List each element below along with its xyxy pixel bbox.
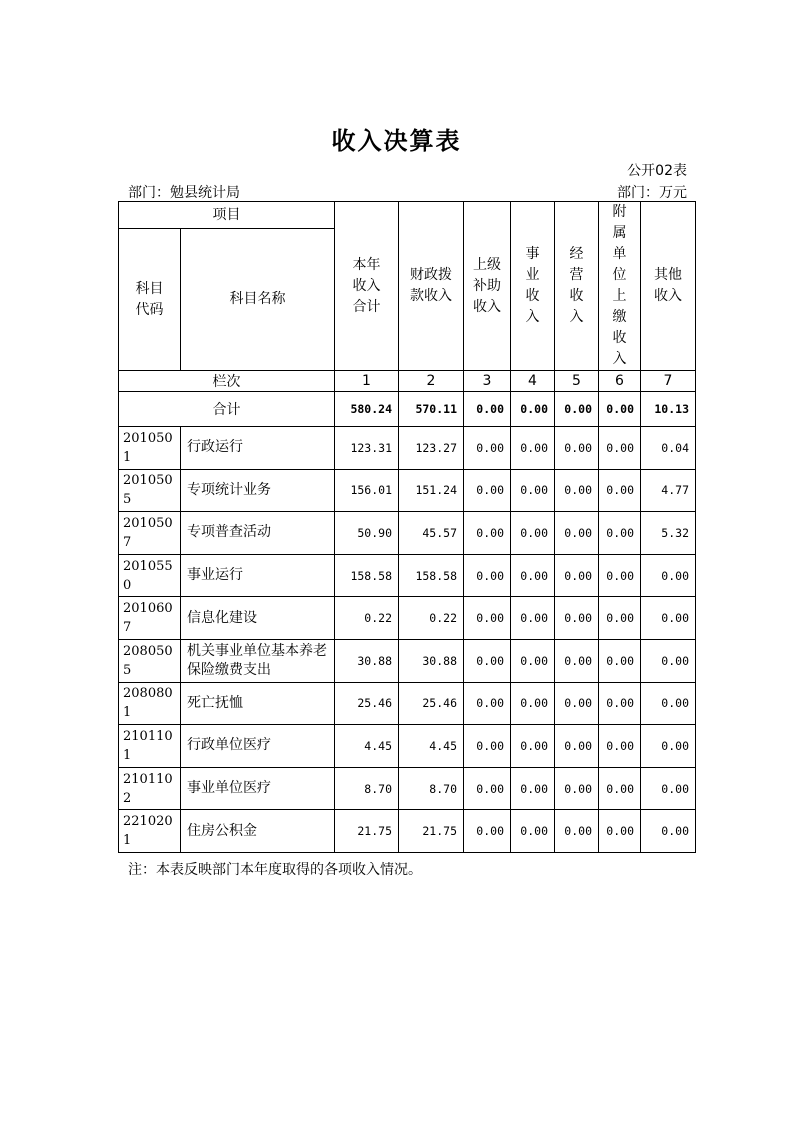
subject-name: 机关事业单位基本养老保险缴费支出 — [181, 639, 335, 682]
index-row — [119, 371, 696, 392]
amount-cell: 0.00 — [641, 597, 696, 640]
amount-cell: 0.00 — [511, 767, 555, 810]
amount-cell: 0.00 — [641, 725, 696, 768]
amount-cell: 0.00 — [599, 725, 641, 768]
amount-cell: 0.00 — [464, 469, 511, 512]
subject-name: 专项统计业务 — [181, 469, 335, 512]
form-code: 公开02表 — [627, 163, 687, 179]
amount-cell: 0.04 — [641, 427, 696, 470]
amount-cell: 0.00 — [464, 725, 511, 768]
subject-code: 2010607 — [119, 597, 181, 640]
amount-cell: 4.77 — [641, 469, 696, 512]
amount-cell: 0.00 — [555, 597, 599, 640]
subject-name: 事业运行 — [181, 554, 335, 597]
amount-cell: 0.00 — [555, 682, 599, 725]
subject-name: 信息化建设 — [181, 597, 335, 640]
amount-cell: 158.58 — [399, 554, 464, 597]
total-cell: 0.00 — [464, 392, 511, 427]
department-label: 部门：勉县统计局 — [128, 185, 240, 201]
amount-cell: 0.00 — [599, 554, 641, 597]
table-row — [119, 682, 696, 725]
table-row — [119, 469, 696, 512]
amount-cell: 0.00 — [599, 427, 641, 470]
amount-cell: 0.00 — [511, 639, 555, 682]
amount-cell: 30.88 — [335, 639, 399, 682]
subject-code: 2010501 — [119, 427, 181, 470]
total-cell: 0.00 — [599, 392, 641, 427]
income-table — [118, 201, 696, 853]
index-cell: 7 — [641, 371, 696, 392]
header-item: 项目 — [119, 202, 335, 229]
page-title: 收入决算表 — [331, 127, 462, 155]
index-label: 栏次 — [119, 371, 335, 392]
amount-cell: 0.00 — [464, 639, 511, 682]
amount-cell: 0.00 — [511, 725, 555, 768]
total-cell: 0.00 — [511, 392, 555, 427]
unit-label: 部门：万元 — [617, 185, 687, 201]
amount-cell: 123.31 — [335, 427, 399, 470]
amount-cell: 5.32 — [641, 512, 696, 555]
subject-name: 专项普查活动 — [181, 512, 335, 555]
subject-code: 2080801 — [119, 682, 181, 725]
amount-cell: 0.00 — [464, 682, 511, 725]
amount-cell: 0.00 — [511, 597, 555, 640]
amount-cell: 4.45 — [335, 725, 399, 768]
amount-cell: 8.70 — [335, 767, 399, 810]
amount-cell: 0.00 — [599, 597, 641, 640]
total-cell: 10.13 — [641, 392, 696, 427]
amount-cell: 0.00 — [464, 767, 511, 810]
index-cell: 2 — [399, 371, 464, 392]
index-cell: 1 — [335, 371, 399, 392]
subject-code: 2080505 — [119, 639, 181, 682]
amount-cell: 0.00 — [555, 639, 599, 682]
amount-cell: 156.01 — [335, 469, 399, 512]
amount-cell: 0.00 — [464, 427, 511, 470]
header-superior: 上级补助收入 — [464, 202, 511, 371]
amount-cell: 0.00 — [511, 512, 555, 555]
amount-cell: 0.00 — [555, 512, 599, 555]
subject-code: 2010505 — [119, 469, 181, 512]
amount-cell: 8.70 — [399, 767, 464, 810]
amount-cell: 0.00 — [641, 639, 696, 682]
header-fiscal: 财政拨款收入 — [399, 202, 464, 371]
table-row — [119, 639, 696, 682]
amount-cell: 0.00 — [641, 554, 696, 597]
amount-cell: 4.45 — [399, 725, 464, 768]
header-business: 事业收入 — [511, 202, 555, 371]
amount-cell: 0.00 — [464, 512, 511, 555]
subject-name: 死亡抚恤 — [181, 682, 335, 725]
footnote: 注：本表反映部门本年度取得的各项收入情况。 — [128, 862, 422, 878]
amount-cell: 0.22 — [399, 597, 464, 640]
subject-name: 行政运行 — [181, 427, 335, 470]
subject-name: 行政单位医疗 — [181, 725, 335, 768]
header-operating: 经营收入 — [555, 202, 599, 371]
amount-cell: 0.00 — [555, 427, 599, 470]
amount-cell: 0.00 — [599, 469, 641, 512]
table-row — [119, 725, 696, 768]
amount-cell: 151.24 — [399, 469, 464, 512]
amount-cell: 25.46 — [399, 682, 464, 725]
amount-cell: 123.27 — [399, 427, 464, 470]
index-cell: 6 — [599, 371, 641, 392]
table-row — [119, 597, 696, 640]
subject-code: 2010507 — [119, 512, 181, 555]
subject-code: 2210201 — [119, 810, 181, 853]
table-row — [119, 427, 696, 470]
amount-cell: 0.00 — [511, 554, 555, 597]
amount-cell: 0.00 — [599, 810, 641, 853]
subject-code: 2101101 — [119, 725, 181, 768]
header-name: 科目名称 — [181, 229, 335, 371]
amount-cell: 0.00 — [464, 597, 511, 640]
amount-cell: 0.22 — [335, 597, 399, 640]
subject-code: 2010550 — [119, 554, 181, 597]
amount-cell: 0.00 — [511, 427, 555, 470]
header-other: 其他收入 — [641, 202, 696, 371]
amount-cell: 0.00 — [599, 767, 641, 810]
amount-cell: 0.00 — [511, 682, 555, 725]
amount-cell: 0.00 — [641, 810, 696, 853]
table-row — [119, 554, 696, 597]
amount-cell: 50.90 — [335, 512, 399, 555]
total-cell: 580.24 — [335, 392, 399, 427]
amount-cell: 0.00 — [599, 512, 641, 555]
amount-cell: 0.00 — [555, 810, 599, 853]
amount-cell: 0.00 — [599, 682, 641, 725]
amount-cell: 0.00 — [555, 725, 599, 768]
amount-cell: 0.00 — [464, 554, 511, 597]
table-row — [119, 810, 696, 853]
header-code: 科目代码 — [119, 229, 181, 371]
subject-name: 事业单位医疗 — [181, 767, 335, 810]
amount-cell: 0.00 — [555, 767, 599, 810]
amount-cell: 0.00 — [511, 810, 555, 853]
amount-cell: 0.00 — [555, 469, 599, 512]
index-cell: 3 — [464, 371, 511, 392]
index-cell: 5 — [555, 371, 599, 392]
amount-cell: 0.00 — [555, 554, 599, 597]
subject-name: 住房公积金 — [181, 810, 335, 853]
amount-cell: 21.75 — [399, 810, 464, 853]
header-total: 本年收入合计 — [335, 202, 399, 371]
amount-cell: 0.00 — [641, 682, 696, 725]
amount-cell: 25.46 — [335, 682, 399, 725]
amount-cell: 21.75 — [335, 810, 399, 853]
table-row — [119, 767, 696, 810]
table-row — [119, 512, 696, 555]
amount-cell: 0.00 — [599, 639, 641, 682]
amount-cell: 0.00 — [464, 810, 511, 853]
total-cell: 0.00 — [555, 392, 599, 427]
total-label: 合计 — [119, 392, 335, 427]
amount-cell: 45.57 — [399, 512, 464, 555]
index-cell: 4 — [511, 371, 555, 392]
total-row — [119, 392, 696, 427]
amount-cell: 0.00 — [641, 767, 696, 810]
amount-cell: 0.00 — [511, 469, 555, 512]
amount-cell: 30.88 — [399, 639, 464, 682]
subject-code: 2101102 — [119, 767, 181, 810]
total-cell: 570.11 — [399, 392, 464, 427]
header-affiliated: 附属单位上缴收入 — [599, 202, 641, 371]
amount-cell: 158.58 — [335, 554, 399, 597]
